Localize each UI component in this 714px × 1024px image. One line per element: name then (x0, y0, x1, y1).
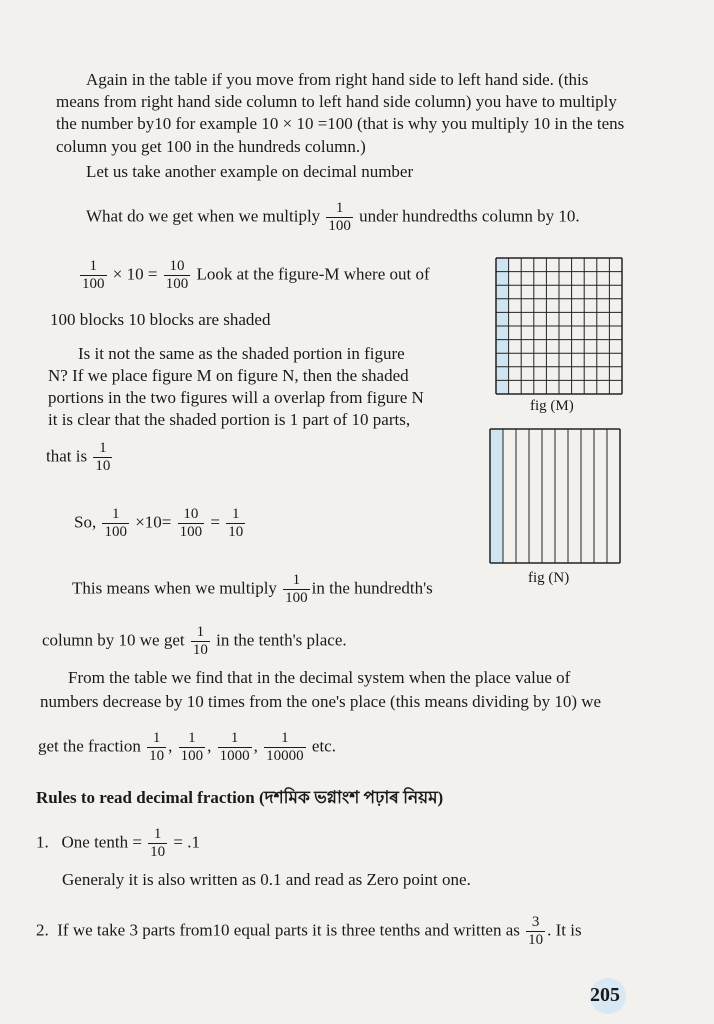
para1-line2: means from right hand side column to left hand side column) you have to multiply (56, 92, 617, 111)
para3-line2: N? If we place figure M on figure N, then the shaded (48, 366, 409, 385)
rules-heading: Rules to read decimal fraction (দশমিক ভগ্নাংশ পঢ়াৰ নিয়ম) (36, 788, 444, 807)
para4: This means when we multiply $\frac{1}{100}$ in the hundredth's (72, 572, 433, 606)
para1-line1: Again in the table if you move from right hand side to left hand side. (this (86, 70, 589, 89)
rule-1: 1. One tenth = $\frac{1}{10}$ = .1 (36, 826, 200, 860)
rule-2: 2. If we take 3 parts from10 equal parts it is three tenths and written as $\frac{3}{10}$ . It is (36, 914, 582, 948)
para1-line3: the number by10 for example 10 × 10 =100 (that is why you multiply 10 in the tens (56, 114, 625, 133)
figure-m-caption: fig (M) (530, 398, 574, 414)
figure-n-grid (488, 427, 622, 565)
page-number: 205 (590, 984, 620, 1006)
fraction: $\frac{1}{100}$ (328, 200, 351, 234)
figure-m-grid (494, 256, 624, 396)
para3-line4: it is clear that the shaded portion is 1 part of 10 parts, (48, 410, 411, 429)
equation-1-cont: 100 blocks 10 blocks are shaded (50, 310, 271, 329)
that-is-line: that is $\frac{1}{10}$ (46, 440, 111, 474)
so-equation: So, $\frac{1}{100}$ ×10= $\frac{10}{100}$ = $\frac{1}{10}$ (74, 506, 244, 540)
para5: column by 10 we get $\frac{1}{10}$ in the tenth's place. (42, 624, 347, 658)
fraction-list: get the fraction $\frac{1}{10}$ , $\frac{1}{100}$ , $\frac{1}{1000}$ , $\frac{1}{10000}$ etc. (38, 730, 336, 764)
figure-n-shaded-strip (490, 429, 503, 563)
para3-line1: Is it not the same as the shaded portion in figure (78, 344, 405, 363)
para6-line2: numbers decrease by 10 times from the one's place (this means dividing by 10) we (40, 692, 602, 711)
para1-line4: column you get 100 in the hundreds column.) (56, 137, 366, 156)
question-line: What do we get when we multiply $\frac{1}{100}$ under hundredths column by 10. (86, 200, 580, 234)
para3-line3: portions in the two figures will a overlap from figure N (48, 388, 424, 407)
para6-line1: From the table we find that in the decimal system when the place value of (68, 668, 571, 687)
para2: Let us take another example on decimal number (86, 162, 414, 181)
equation-1: $\frac{1}{100}$ × 10 = $\frac{10}{100}$ Look at the figure-M where out of (82, 258, 430, 292)
rule-1-note: Generaly it is also written as 0.1 and read as Zero point one. (62, 870, 471, 889)
figure-n-caption: fig (N) (528, 570, 570, 586)
